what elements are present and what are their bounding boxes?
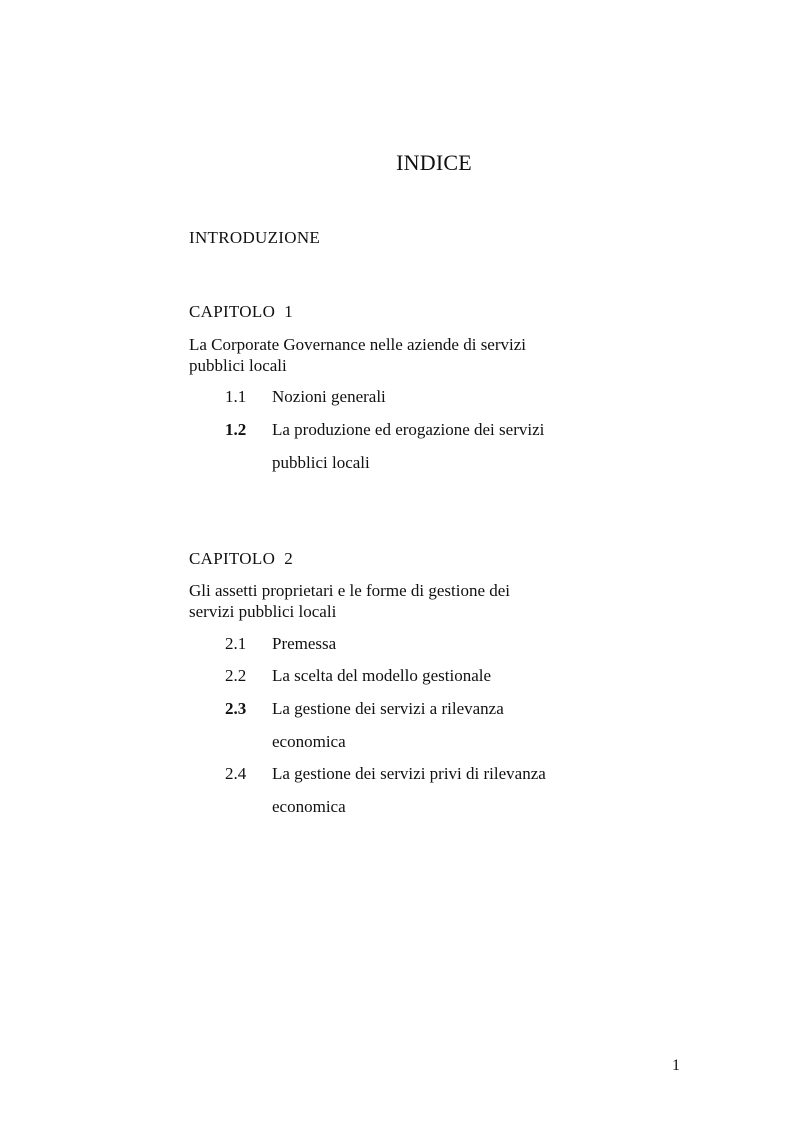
section-label: Premessa xyxy=(272,634,337,653)
section-number: 1.1 xyxy=(225,387,247,406)
chapter-1-heading: CAPITOLO 1 xyxy=(189,302,294,321)
toc-entry-2-1 xyxy=(225,627,592,660)
toc-entry-1-1 xyxy=(225,380,592,413)
page-number: 1 xyxy=(672,1057,680,1074)
chapter-2-heading: CAPITOLO 2 xyxy=(189,549,294,568)
chapter-1-title: La Corporate Governance nelle aziende di servizi pubblici locali xyxy=(189,335,527,375)
section-number: 2.4 xyxy=(225,764,247,783)
section-label: La scelta del modello gestionale xyxy=(272,666,492,685)
section-number: 2.2 xyxy=(225,666,247,685)
section-label: La gestione dei servizi a rilevanza economica xyxy=(272,699,504,751)
toc-entry-2-2 xyxy=(225,659,592,692)
section-label: La produzione ed erogazione dei servizi pubblici locali xyxy=(272,420,545,472)
section-label: Nozioni generali xyxy=(272,387,386,406)
toc-entry-2-3 xyxy=(225,692,542,758)
toc-entry-1-2 xyxy=(225,413,582,479)
chapter-2-title: Gli assetti proprietari e le forme di gestione dei servizi pubblici locali xyxy=(189,581,511,621)
section-label: La gestione dei servizi privi di rilevanza economica xyxy=(272,764,546,816)
section-number: 1.2 xyxy=(225,420,247,439)
introduction-heading: INTRODUZIONE xyxy=(189,228,321,247)
section-number: 2.3 xyxy=(225,699,247,718)
index-title: INDICE xyxy=(396,150,472,175)
toc-entry-2-4 xyxy=(225,757,582,823)
section-number: 2.1 xyxy=(225,634,247,653)
